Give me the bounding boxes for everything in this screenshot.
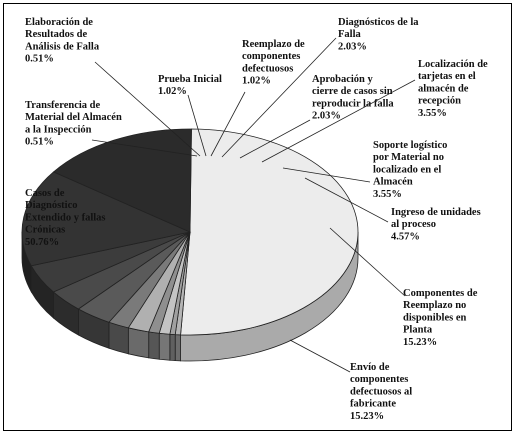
slice-label-line: Prueba Inicial (158, 74, 222, 85)
slice-value: 3.55% (418, 107, 447, 119)
slice-value: 15.23% (350, 410, 385, 422)
slice-label-line: localizado en el (373, 164, 442, 176)
slice-value: 2.03% (338, 41, 367, 53)
slice-label-line: Falla (338, 29, 361, 41)
pie-slice-side (175, 335, 180, 361)
slice-value: 0.51% (25, 53, 54, 65)
slice-label-line: Extendido y fallas (25, 212, 106, 224)
slice-label-line: reproducir la falla (312, 98, 394, 110)
slice-label-line: Reemplazo no (403, 300, 467, 312)
slice-label-line: Casos de (25, 188, 65, 199)
slice-label-line: Transferencia de (25, 100, 101, 111)
leader-line (290, 340, 350, 372)
slice-label-line: a la Inspección (25, 124, 92, 136)
slice-label-line: almacén de (418, 83, 469, 95)
pie-top-faces (22, 129, 358, 335)
slice-label-line: defectuosos al (350, 386, 413, 398)
slice-label-line: Aprobación y (312, 74, 373, 85)
slice-label-line: Planta (403, 324, 433, 336)
slice-value: 3.55% (373, 188, 402, 200)
slice-label-line: al proceso (391, 219, 437, 231)
slice-label (242, 39, 305, 87)
slice-label-line: Ingreso de unidades (391, 207, 481, 218)
slice-label-line: Localización de (418, 59, 488, 70)
slice-label-line: Almacén (373, 176, 413, 188)
slice-label-line: Soporte logístico (373, 140, 448, 151)
slice-label (25, 17, 100, 65)
slice-label (418, 59, 488, 119)
slice-label-line: Diagnóstico (25, 200, 78, 212)
slice-value: 1.02% (158, 86, 187, 98)
slice-label-line: Elaboración de (25, 17, 93, 28)
slice-label (338, 17, 419, 52)
slice-label-line: recepción (418, 95, 461, 107)
slice-label-line: Análisis de Falla (25, 41, 100, 53)
slice-value: 4.57% (391, 231, 420, 243)
slice-value: 50.76% (25, 236, 60, 248)
pie-slice-side (159, 333, 170, 360)
slice-label-line: cierre de casos sin (312, 86, 393, 98)
pie-slice-side (170, 334, 175, 360)
slice-label-line: Componentes de (403, 288, 478, 299)
slice-label (350, 362, 412, 422)
slice-value: 1.02% (242, 75, 271, 87)
slice-label-line: Diagnósticos de la (338, 17, 419, 28)
slice-label-line: componentes (350, 374, 409, 386)
slice-label-line: Material del Almacén (25, 112, 122, 124)
slice-label (403, 288, 478, 348)
slice-label (391, 207, 481, 242)
slice-label-line: tarjetas en el (418, 71, 476, 83)
slice-label-line: Reemplazo de (242, 39, 305, 50)
slice-label (25, 100, 122, 148)
slice-label-line: Envío de (350, 362, 390, 373)
pie-slice-side (128, 328, 148, 358)
slice-label-line: fabricante (350, 398, 397, 410)
slice-label-line: Crónicas (25, 224, 66, 236)
slice-label-line: Resultados de (25, 29, 88, 41)
slice-label (158, 74, 222, 97)
slice-label-line: disponibles en (403, 312, 467, 324)
slice-label-line: por Material no (373, 152, 444, 164)
slice-label-line: defectuosos (242, 63, 294, 75)
slice-value: 15.23% (403, 336, 438, 348)
slice-value: 2.03% (312, 110, 341, 122)
slice-value: 0.51% (25, 136, 54, 148)
pie-slice-side (149, 332, 160, 359)
slice-label-line: componentes (242, 51, 301, 63)
slice-label (373, 140, 447, 200)
